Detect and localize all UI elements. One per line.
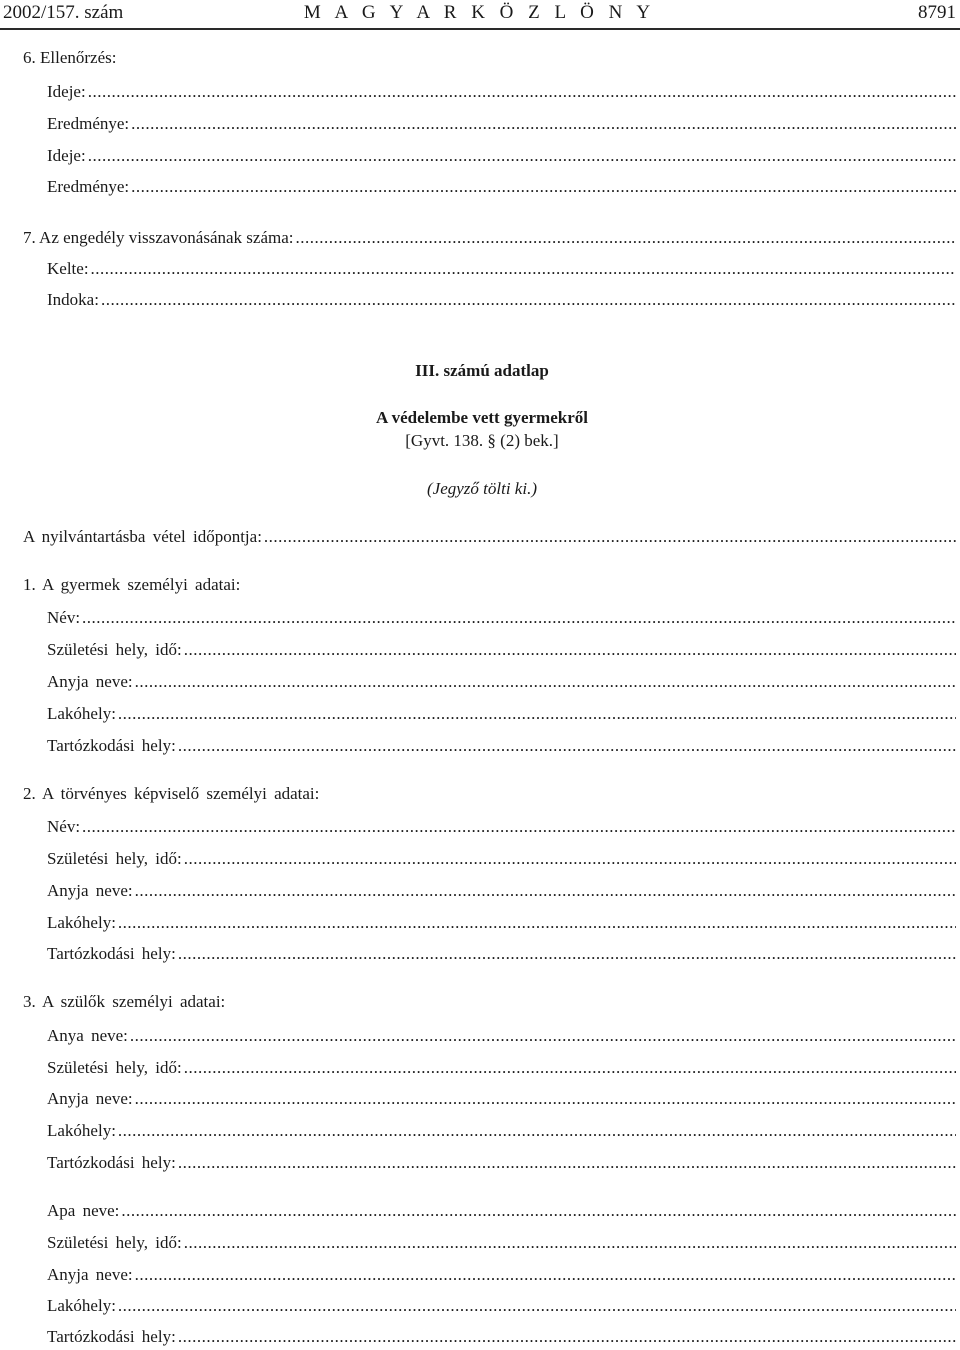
header-rule [0,28,960,30]
fill-line [88,145,956,167]
field-label: Apa neve: [47,1201,120,1220]
field-label: Anya neve: [47,1026,128,1045]
fill-line [118,1120,956,1142]
form-title: III. számú adatlap [415,361,549,380]
page-header [3,2,956,28]
field-label: Kelte: [47,259,89,278]
field-label: Név: [47,817,81,836]
fill-line [118,1295,956,1317]
fill-line [118,703,956,725]
field-row[interactable] [47,258,956,280]
form-note: (Jegyző tölti ki.) [427,479,537,498]
section-7-heading: 7. Az engedély visszavonásának száma: [23,228,294,247]
field-label: Anyja neve: [47,672,133,691]
fill-line [131,113,956,135]
fill-line [184,848,956,870]
section-2-heading: 2. A törvényes képviselő személyi adatai: [23,784,320,803]
field-row[interactable] [47,1057,956,1079]
fill-line [178,1326,956,1348]
fill-line [130,1025,956,1047]
field-label: Ideje: [47,146,86,165]
field-row[interactable] [47,703,956,725]
fill-line [135,1088,956,1110]
field-row[interactable] [47,671,956,693]
field-row[interactable] [47,289,956,311]
fill-line [296,227,957,249]
field-row[interactable] [47,943,956,965]
field-row[interactable] [47,816,956,838]
fill-line [118,912,956,934]
section-6-heading: 6. Ellenőrzés: [23,48,117,67]
journal-title: M A G Y A R K Ö Z L Ö N Y [303,2,656,23]
field-label: Tartózkodási hely: [47,736,176,755]
field-row[interactable] [47,912,956,934]
field-row[interactable] [47,1326,956,1348]
form-subtitle: A védelembe vett gyermekről [376,408,588,427]
field-row[interactable] [47,1088,956,1110]
field-label: Születési hely, idő: [47,1233,182,1252]
fill-line [82,816,956,838]
field-row[interactable] [47,848,956,870]
page-number: 8791 [918,2,956,23]
field-label: Eredménye: [47,177,130,196]
fill-line [135,880,956,902]
field-label: Anyja neve: [47,1089,133,1108]
field-row[interactable] [47,1264,956,1286]
section-3-heading: 3. A szülők személyi adatai: [23,992,226,1011]
legal-reference: [Gyvt. 138. § (2) bek.] [405,431,559,450]
field-label: Születési hely, idő: [47,1058,182,1077]
field-label: Lakóhely: [47,1296,116,1315]
field-row[interactable] [47,81,956,103]
field-label: Tartózkodási hely: [47,1153,176,1172]
fill-line [178,1152,956,1174]
field-label: Tartózkodási hely: [47,944,176,963]
field-row[interactable] [47,639,956,661]
field-label: Ideje: [47,82,86,101]
registration-label: A nyilvántartásba vétel időpontja: [23,527,262,546]
fill-line [184,1232,956,1254]
field-label: Lakóhely: [47,1121,116,1140]
fill-line [135,1264,956,1286]
fill-line [88,81,956,103]
field-label: Lakóhely: [47,704,116,723]
field-row[interactable] [47,145,956,167]
fill-line [184,639,956,661]
fill-line [82,607,956,629]
field-label: Lakóhely: [47,913,116,932]
field-label: Anyja neve: [47,881,133,900]
field-label: Tartózkodási hely: [47,1327,176,1346]
field-label: Indoka: [47,290,99,309]
field-row[interactable] [47,113,956,135]
field-row[interactable] [47,1232,956,1254]
field-row[interactable] [47,1152,956,1174]
fill-line [131,176,956,198]
fill-line [264,526,956,548]
field-label: Eredménye: [47,114,130,133]
field-row[interactable] [47,176,956,198]
field-row[interactable] [47,607,956,629]
field-label: Születési hely, idő: [47,640,182,659]
field-row[interactable] [47,735,956,757]
field-row[interactable] [47,1295,956,1317]
fill-line [178,735,956,757]
fill-line [184,1057,956,1079]
field-label: Anyja neve: [47,1265,133,1284]
field-label: Név: [47,608,81,627]
field-row[interactable] [47,1120,956,1142]
registration-row[interactable] [23,526,956,548]
fill-line [178,943,956,965]
field-row[interactable] [47,1025,956,1047]
section-1-heading: 1. A gyermek személyi adatai: [23,575,241,594]
issue-number: 2002/157. szám [3,2,124,23]
section-7-heading-row[interactable] [23,227,956,249]
fill-line [101,289,956,311]
fill-line [91,258,956,280]
field-row[interactable] [47,1200,956,1222]
field-row[interactable] [47,880,956,902]
fill-line [121,1200,956,1222]
field-label: Születési hely, idő: [47,849,182,868]
fill-line [135,671,956,693]
